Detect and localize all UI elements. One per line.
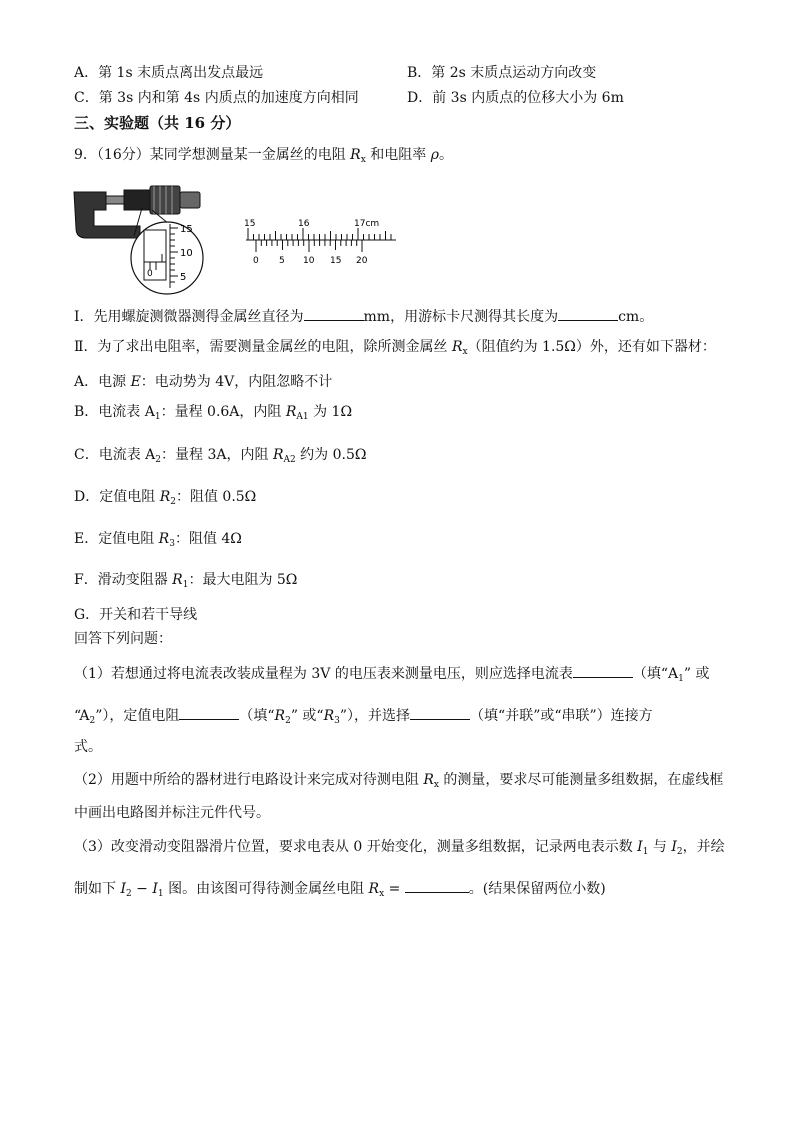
equipment-c	[74, 446, 367, 464]
q1-line2	[74, 705, 653, 725]
connection-choice-blank[interactable]	[410, 705, 470, 720]
micrometer-sleeve	[124, 190, 150, 210]
rx-symbol: R	[350, 147, 361, 163]
subscript: 2	[285, 716, 291, 726]
rx-subscript: x	[462, 347, 468, 357]
subscript: 3	[169, 539, 175, 549]
ammeter-choice-blank[interactable]	[573, 663, 633, 678]
resistance-symbol: R	[323, 708, 335, 724]
q9-intro-text: 9．（16分）某同学想测量某一金属丝的电阻	[74, 147, 351, 163]
part1-text: Ⅰ．先用螺旋测微器测得金属丝直径为	[74, 309, 304, 325]
resistance-answer-blank[interactable]	[405, 878, 469, 893]
micrometer-label-15: 15	[180, 224, 193, 235]
micrometer-label-5: 5	[180, 272, 187, 283]
micrometer-ratchet	[180, 192, 200, 208]
q1-text: （填“A	[632, 666, 679, 682]
q9-intro-text: 和电阻率	[365, 147, 431, 163]
resistance-symbol: R	[272, 447, 284, 463]
current-symbol: I	[637, 839, 643, 855]
option-c: C．第 3s 内和第 4s 内质点的加速度方向相同	[74, 90, 359, 106]
q3-text: 。(结果保留两位小数)	[468, 881, 606, 897]
q1-text: ” 或“	[290, 708, 324, 724]
option-b: B．第 2s 末质点运动方向改变	[407, 65, 597, 81]
rho-symbol: ρ	[430, 147, 439, 163]
part1-text: cm。	[618, 309, 654, 325]
subscript: A2	[283, 455, 296, 465]
equipment-e	[74, 530, 242, 548]
equipment-text: ：最大电阻为 5Ω	[188, 572, 298, 588]
resistance-symbol: R	[159, 489, 171, 505]
subscript: 1	[157, 889, 164, 899]
rx-subscript: x	[360, 155, 366, 165]
q1-text: （填“并联”或“串联”）连接方	[470, 708, 653, 724]
diameter-answer-blank[interactable]	[304, 306, 364, 321]
equipment-f	[74, 571, 297, 589]
q2-text: 的测量，要求尽可能测量多组数据，在虚线框	[438, 772, 724, 788]
subscript: 2	[676, 847, 683, 857]
equipment-d	[74, 488, 256, 506]
subscript: 1	[154, 412, 161, 422]
q3-text: =	[384, 881, 405, 897]
micrometer-figure	[72, 178, 212, 298]
subscript: 1	[642, 847, 649, 857]
q1-text: （填“	[239, 708, 275, 724]
part1-text: mm，用游标卡尺测得其长度为	[363, 309, 559, 325]
q3-line2	[74, 878, 606, 898]
equipment-text: ：量程 3A，内阻	[161, 447, 273, 463]
section-title: 三、实验题（共 16 分）	[74, 114, 241, 132]
equipment-text: ：阻值 4Ω	[174, 531, 242, 547]
caliper-main-label-16: 16	[298, 219, 310, 229]
q1-text: ”），并选择	[339, 708, 411, 724]
caliper-vernier-label-10: 10	[303, 256, 315, 266]
part2-text: （阻值约为 1.5Ω）外，还有如下器材：	[467, 339, 716, 355]
rx-symbol: R	[368, 881, 380, 897]
q2-line2: 中画出电路图并标注元件代号。	[74, 805, 270, 821]
equipment-text: E．定值电阻	[74, 531, 159, 547]
q9-intro	[74, 146, 453, 164]
equipment-text: 为 1Ω	[308, 404, 353, 420]
resistor-choice-blank[interactable]	[179, 705, 239, 720]
q2-line1	[74, 771, 723, 789]
resistance-symbol: R	[172, 572, 183, 588]
equipment-a	[74, 373, 332, 391]
rx-subscript: x	[433, 780, 439, 790]
q9-intro-text: 。	[438, 147, 453, 163]
caliper-vernier-label-15: 15	[330, 256, 342, 266]
current-symbol: I	[152, 881, 158, 897]
subscript: 1	[678, 674, 684, 684]
q3-text: （3）改变滑动变阻器滑片位置，要求电表从 0 开始变化，测量多组数据，记录两电表示数	[74, 839, 638, 855]
subscript: 2	[170, 497, 176, 507]
equipment-b	[74, 403, 352, 421]
q3-text: 图。由该图可得待测金属丝电阻	[163, 881, 369, 897]
caliper-vernier-ticks	[256, 240, 362, 252]
equipment-text: 约为 0.5Ω	[295, 447, 367, 463]
answer-prompt: 回答下列问题：	[74, 631, 172, 647]
subscript: 2	[155, 455, 162, 465]
current-symbol: I	[120, 881, 126, 897]
q1-text: ”），定值电阻	[95, 708, 180, 724]
part2-intro	[74, 338, 716, 356]
resistance-symbol: R	[274, 708, 286, 724]
q1-line1	[74, 663, 709, 683]
caliper-vernier-label-5: 5	[279, 256, 285, 266]
q3-line1	[74, 838, 725, 856]
subscript: A1	[296, 412, 309, 422]
q1-text: ” 或	[683, 666, 710, 682]
rx-symbol: R	[423, 772, 434, 788]
caliper-figure	[240, 214, 410, 268]
equipment-text: D．定值电阻	[74, 489, 160, 505]
caliper-vernier-label-0: 0	[253, 256, 259, 266]
caliper-vernier-label-20: 20	[356, 256, 368, 266]
q1-line3: 式。	[74, 739, 102, 755]
option-a: A．第 1s 末质点离出发点最远	[74, 65, 264, 81]
length-answer-blank[interactable]	[558, 306, 618, 321]
micrometer-anvil	[106, 196, 124, 204]
q1-text: “A	[74, 708, 90, 724]
rx-symbol: R	[451, 339, 463, 355]
emf-symbol: E	[130, 374, 141, 390]
q1-text: （1）若想通过将电流表改装成量程为 3V 的电压表来测量电压，则应选择电流表	[74, 666, 573, 682]
q3-text: 制如下	[74, 881, 121, 897]
caliper-main-label-17: 17cm	[354, 219, 380, 229]
part2-text: Ⅱ．为了求出电阻率，需要测量金属丝的电阻，除所测金属丝	[74, 339, 452, 355]
subscript: 1	[182, 580, 189, 590]
rx-subscript: x	[379, 889, 385, 899]
caliper-main-ticks	[248, 228, 391, 240]
q3-text: ，并绘	[682, 839, 725, 855]
option-d: D．前 3s 内质点的位移大小为 6m	[407, 90, 624, 106]
equipment-text: ：量程 0.6A，内阻	[160, 404, 286, 420]
micrometer-label-0: 0	[147, 269, 153, 279]
equipment-text: ：阻值 0.5Ω	[175, 489, 257, 505]
subscript: 2	[89, 716, 96, 726]
equipment-text: F．滑动变阻器	[74, 572, 173, 588]
equipment-g: G．开关和若干导线	[74, 607, 198, 623]
equipment-text: ：电动势为 4V，内阻忽略不计	[140, 374, 333, 390]
equipment-text: C．电流表 A	[74, 447, 156, 463]
equipment-text: A．电源	[74, 374, 131, 390]
part1-question	[74, 306, 653, 326]
subscript: 3	[334, 716, 340, 726]
q3-text: −	[131, 881, 153, 897]
q2-text: （2）用题中所给的器材进行电路设计来完成对待测电阻	[74, 772, 424, 788]
current-symbol: I	[671, 839, 677, 855]
q3-text: 与	[648, 839, 672, 855]
resistance-symbol: R	[285, 404, 297, 420]
subscript: 2	[125, 889, 132, 899]
resistance-symbol: R	[158, 531, 170, 547]
caliper-main-label-15: 15	[244, 219, 256, 229]
micrometer-label-10: 10	[180, 248, 193, 259]
equipment-text: B．电流表 A	[74, 404, 155, 420]
